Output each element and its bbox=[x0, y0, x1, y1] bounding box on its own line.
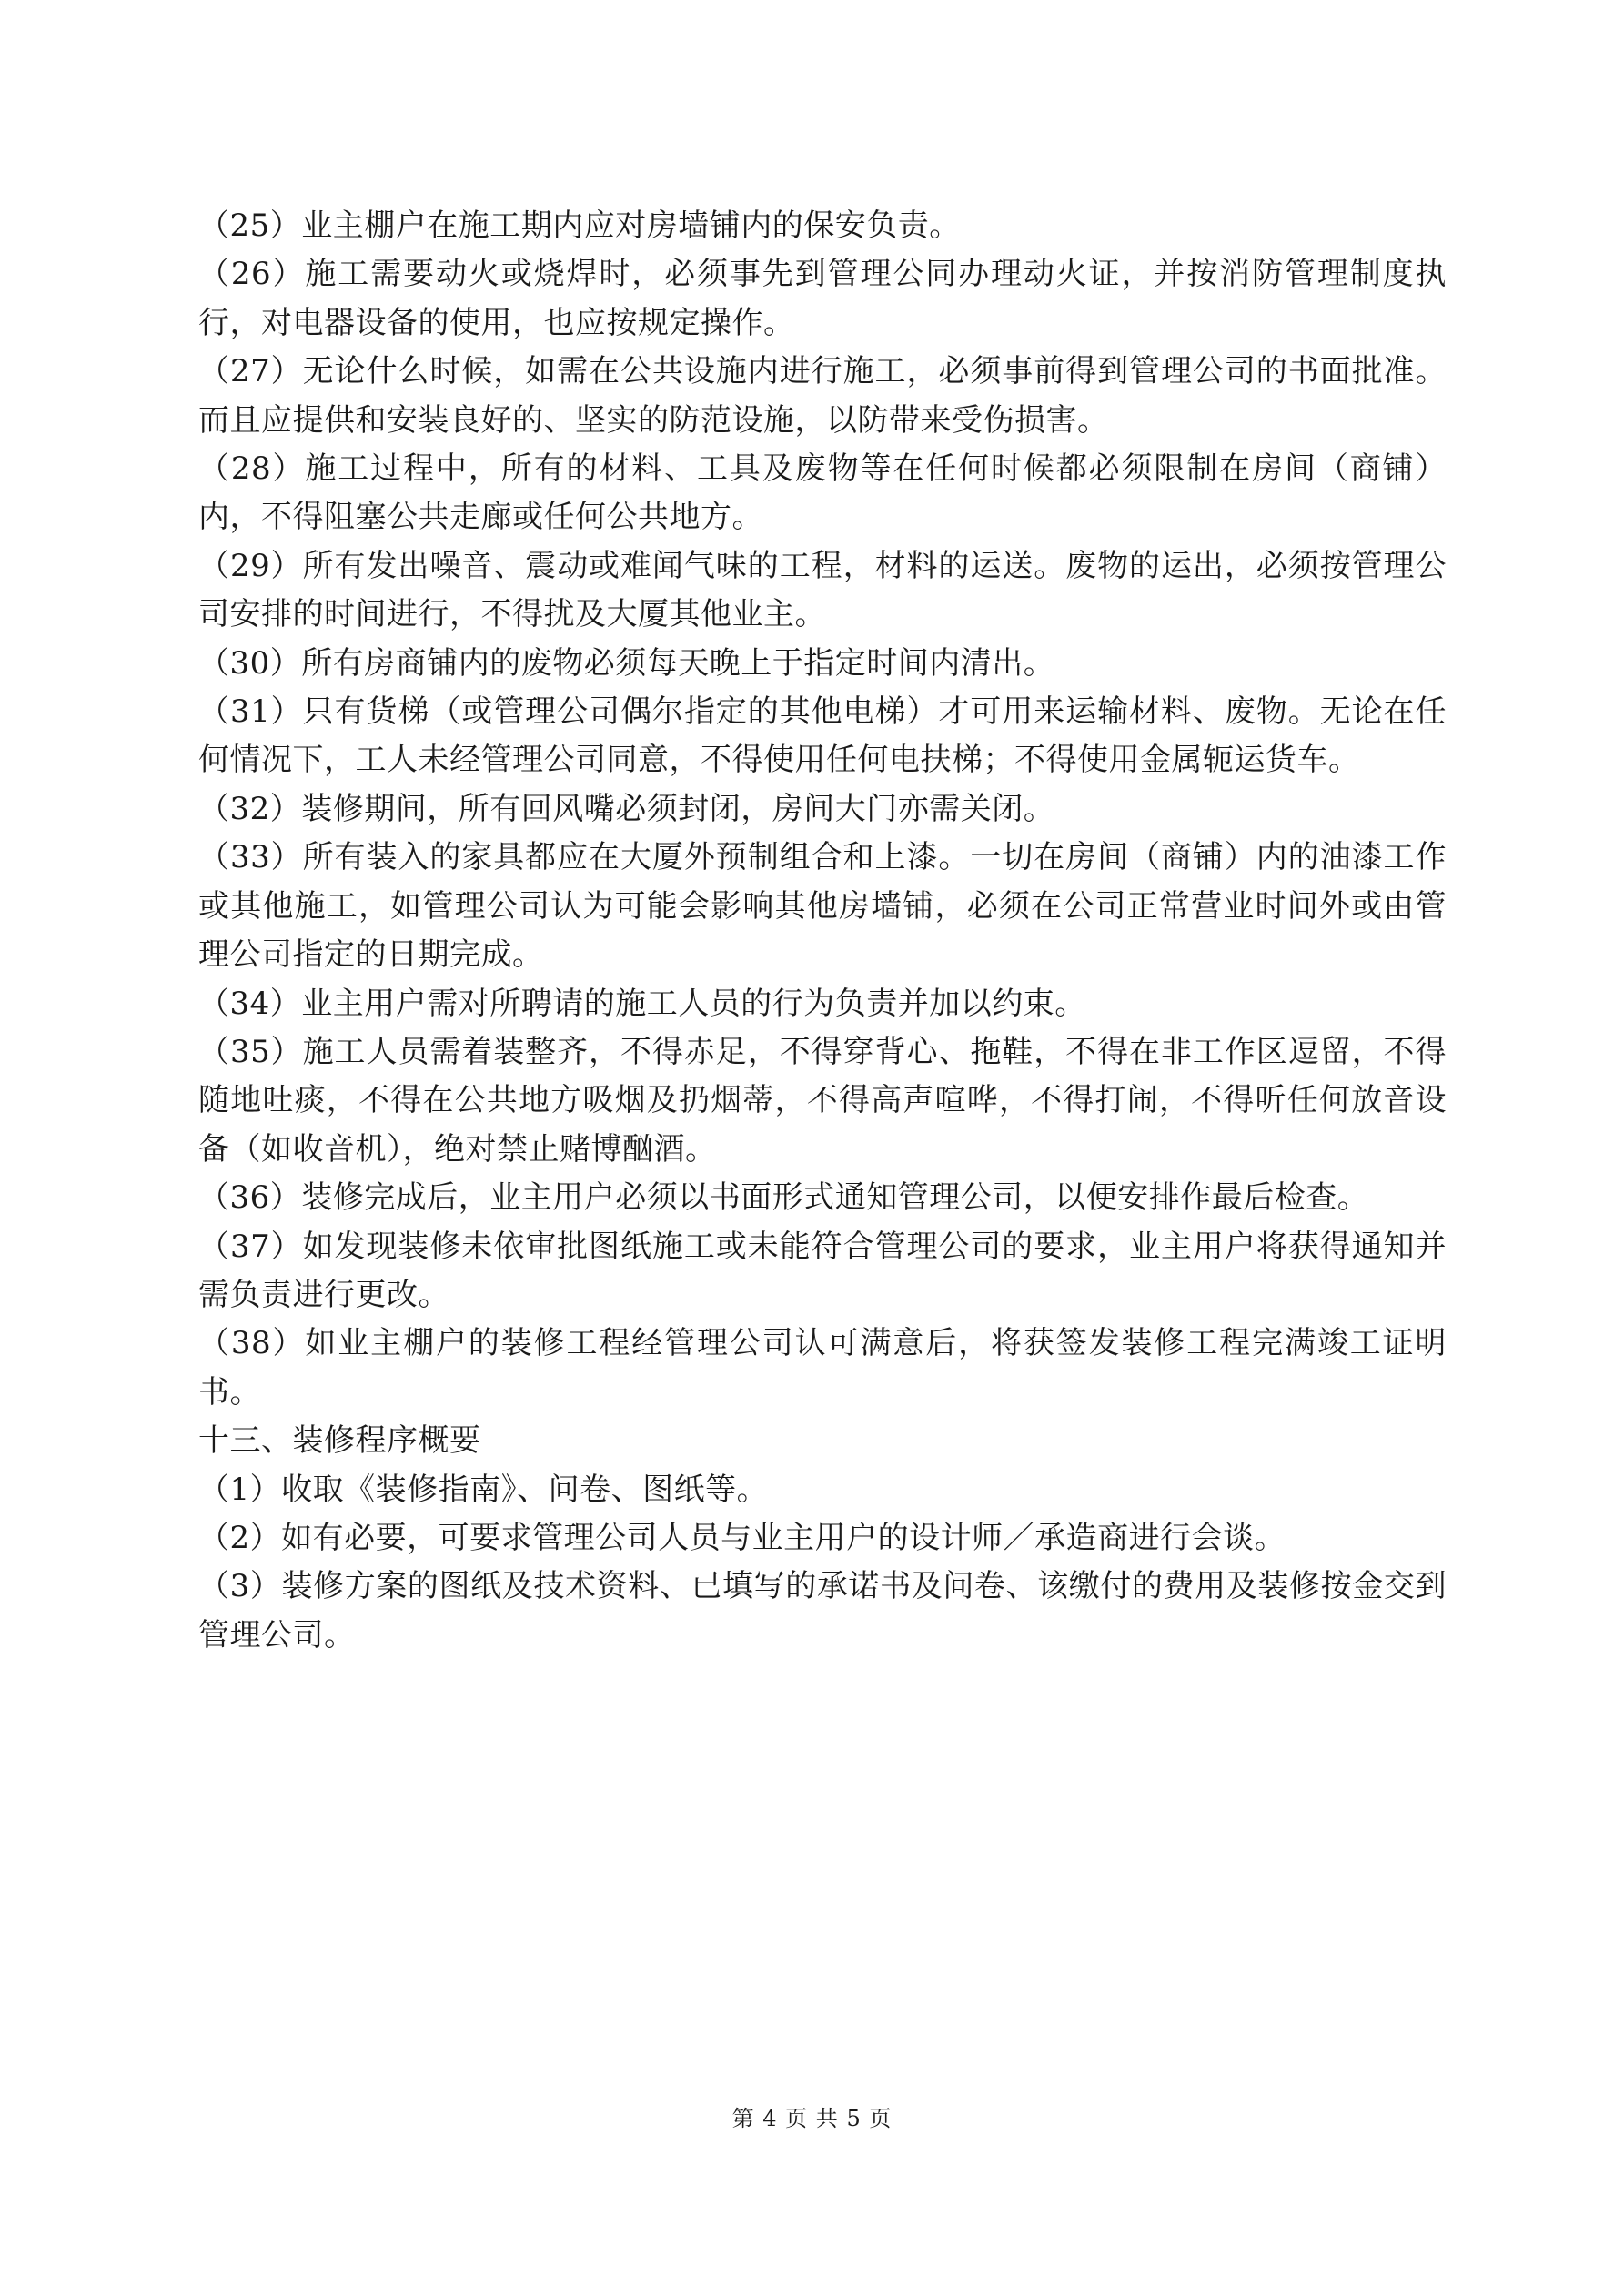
clause-27: （27）无论什么时候，如需在公共设施内进行施工，必须事前得到管理公司的书面批准。而且应提供和安装良好的、坚实的防范设施，以防带来受伤损害。 bbox=[198, 353, 1447, 439]
procedure-step-2: （2）如有必要，可要求管理公司人员与业主用户的设计师／承造商进行会谈。 bbox=[198, 1519, 1286, 1556]
clause-35: （35）施工人员需着装整齐，不得赤足，不得穿背心、拖鞋，不得在非工作区逗留，不得随地吐痰，不得在公共地方吸烟及扔烟蒂，不得高声喧哗，不得打闹，不得听任何放音设备（如收音机），绝对禁止赌博酗酒。 bbox=[198, 1033, 1447, 1168]
clause-37: （37）如发现装修未依审批图纸施工或未能符合管理公司的要求，业主用户将获得通知并需负责进行更改。 bbox=[198, 1228, 1447, 1313]
procedure-step-1: （1）收取《装修指南》、问卷、图纸等。 bbox=[198, 1471, 769, 1508]
page-footer bbox=[0, 2105, 1624, 2132]
clause-33: （33）所有装入的家具都应在大厦外预制组合和上漆。一切在房间（商铺）内的油漆工作或其他施工，如管理公司认为可能会影响其他房墙铺，必须在公司正常营业时间外或由管理公司指定的日期完成。 bbox=[198, 839, 1447, 974]
document-page bbox=[198, 202, 1447, 1660]
clause-32: （32）装修期间，所有回风嘴必须封闭，房间大门亦需关闭。 bbox=[198, 790, 1055, 827]
clause-30: （30）所有房商铺内的废物必须每天晚上于指定时间内清出。 bbox=[198, 644, 1055, 682]
clause-36: （36）装修完成后，业主用户必须以书面形式通知管理公司，以便安排作最后检查。 bbox=[198, 1179, 1369, 1217]
clause-28: （28）施工过程中，所有的材料、工具及废物等在任何时候都必须限制在房间（商铺）内，不得阻塞公共走廊或任何公共地方。 bbox=[198, 450, 1447, 536]
section-heading: 十三、装修程序概要 bbox=[198, 1422, 481, 1460]
clause-34: （34）业主用户需对所聘请的施工人员的行为负责并加以约束。 bbox=[198, 985, 1086, 1022]
procedure-step-3: （3）装修方案的图纸及技术资料、已填写的承诺书及问卷、该缴付的费用及装修按金交到管理公司。 bbox=[198, 1568, 1447, 1654]
clause-38: （38）如业主棚户的装修工程经管理公司认可满意后，将获签发装修工程完满竣工证明书。 bbox=[198, 1325, 1447, 1411]
clause-25: （25）业主棚户在施工期内应对房墙铺内的保安负责。 bbox=[198, 207, 961, 244]
clause-26: （26）施工需要动火或烧焊时，必须事先到管理公同办理动火证，并按消防管理制度执行，对电器设备的使用，也应按规定操作。 bbox=[198, 256, 1447, 341]
clause-31: （31）只有货梯（或管理公司偶尔指定的其他电梯）才可用来运输材料、废物。无论在任何情况下，工人未经管理公司同意，不得使用任何电扶梯；不得使用金属轭运货车。 bbox=[198, 693, 1447, 779]
page-number-label: 第 4 页 共 5 页 bbox=[731, 2106, 893, 2131]
clause-29: （29）所有发出噪音、震动或难闻气味的工程，材料的运送。废物的运出，必须按管理公司安排的时间进行，不得扰及大厦其他业主。 bbox=[198, 547, 1447, 633]
